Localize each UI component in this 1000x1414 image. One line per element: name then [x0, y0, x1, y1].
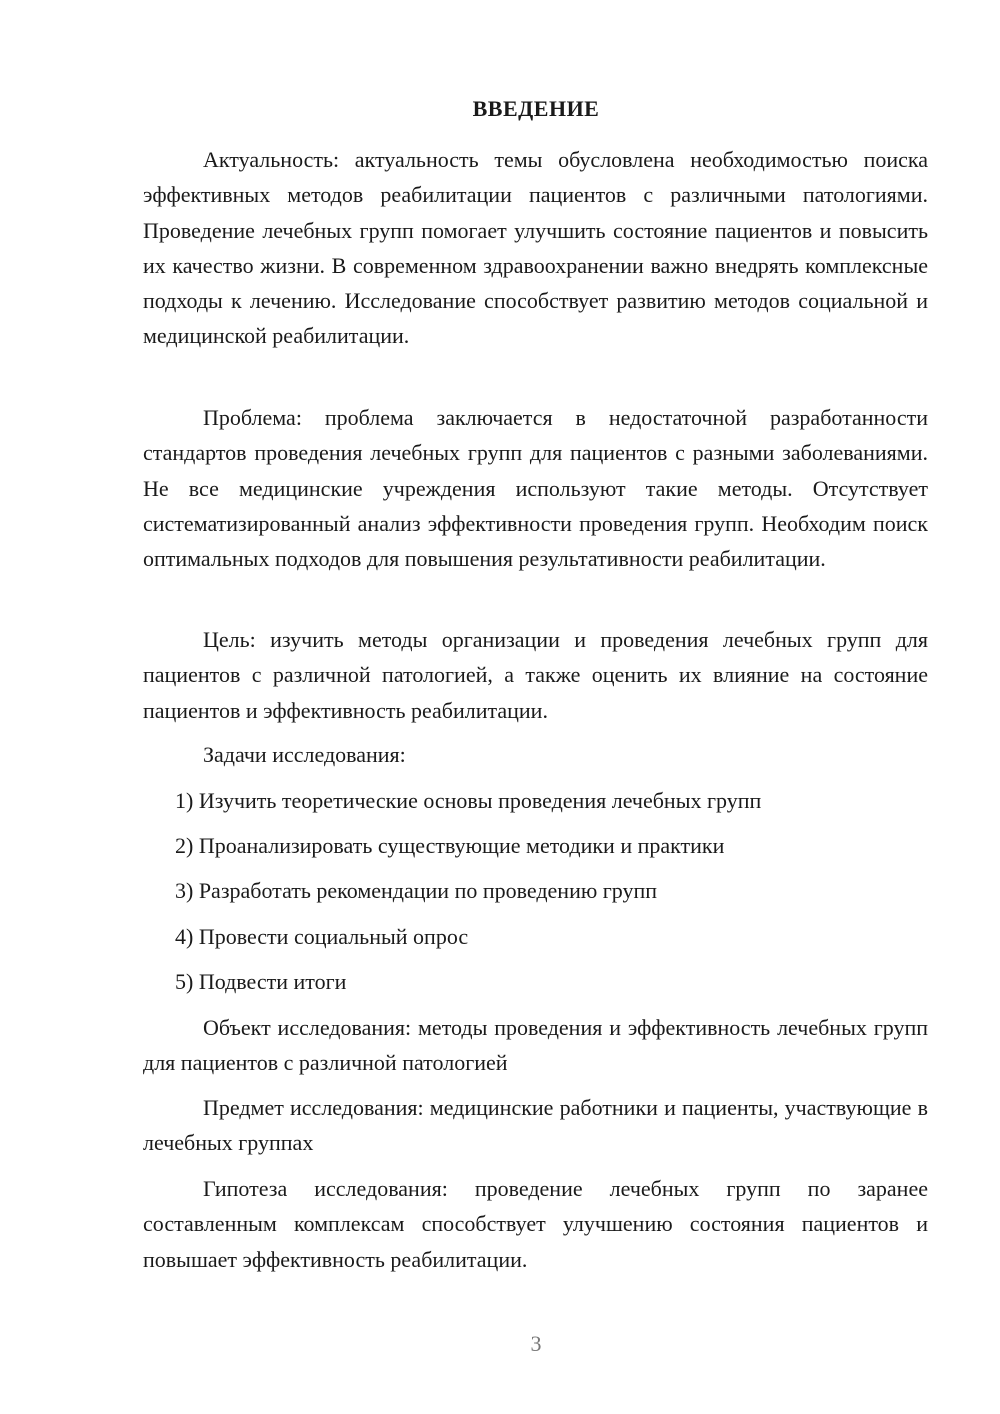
tasks-heading: Задачи исследования:: [203, 742, 406, 767]
paragraph-subject: Предмет исследования: медицинские работники и пациенты, участвующие в лечебных группах: [143, 1095, 928, 1156]
paragraph-hypothesis: Гипотеза исследования: проведение лечебных групп по заранее составленным комплексам способствует улучшению состояния пациентов и повышает эффективность реабилитации.: [143, 1176, 928, 1272]
page-title: ВВЕДЕНИЕ: [472, 96, 600, 121]
paragraph-problem: Проблема: проблема заключается в недостаточной разработанности стандартов проведения лечебных групп для пациентов с разными заболеваниями. Не все медицинские учреждения используют такие методы. Отсутствует систематизированный анализ эффективности проведения групп. Необходим поиск оптимальных подходов для повышения результативности реабилитации.: [143, 405, 928, 572]
list-item: 3) Разработать рекомендации по проведению групп: [175, 878, 658, 903]
paragraph-goal: Цель: изучить методы организации и проведения лечебных групп для пациентов с различной патологией, а также оценить их влияние на состояние пациентов и эффективность реабилитации.: [143, 627, 928, 723]
list-item: 4) Провести социальный опрос: [175, 924, 469, 949]
list-item: 2) Проанализировать существующие методики и практики: [175, 833, 725, 858]
page-number: 3: [530, 1331, 542, 1356]
list-item: 5) Подвести итоги: [175, 969, 347, 994]
paragraph-object: Объект исследования: методы проведения и эффективность лечебных групп для пациентов с различной патологией: [143, 1015, 928, 1076]
list-item: 1) Изучить теоретические основы проведения лечебных групп: [175, 788, 762, 813]
paragraph-relevance: Актуальность: актуальность темы обусловлена необходимостью поиска эффективных методов реабилитации пациентов с различными патологиями. Проведение лечебных групп помогает улучшить состояние пациентов и повысить их качество жизни. В современном здравоохранении важно внедрять комплексные подходы к лечению. Исследование способствует развитию методов социальной и медицинской реабилитации.: [143, 147, 928, 349]
